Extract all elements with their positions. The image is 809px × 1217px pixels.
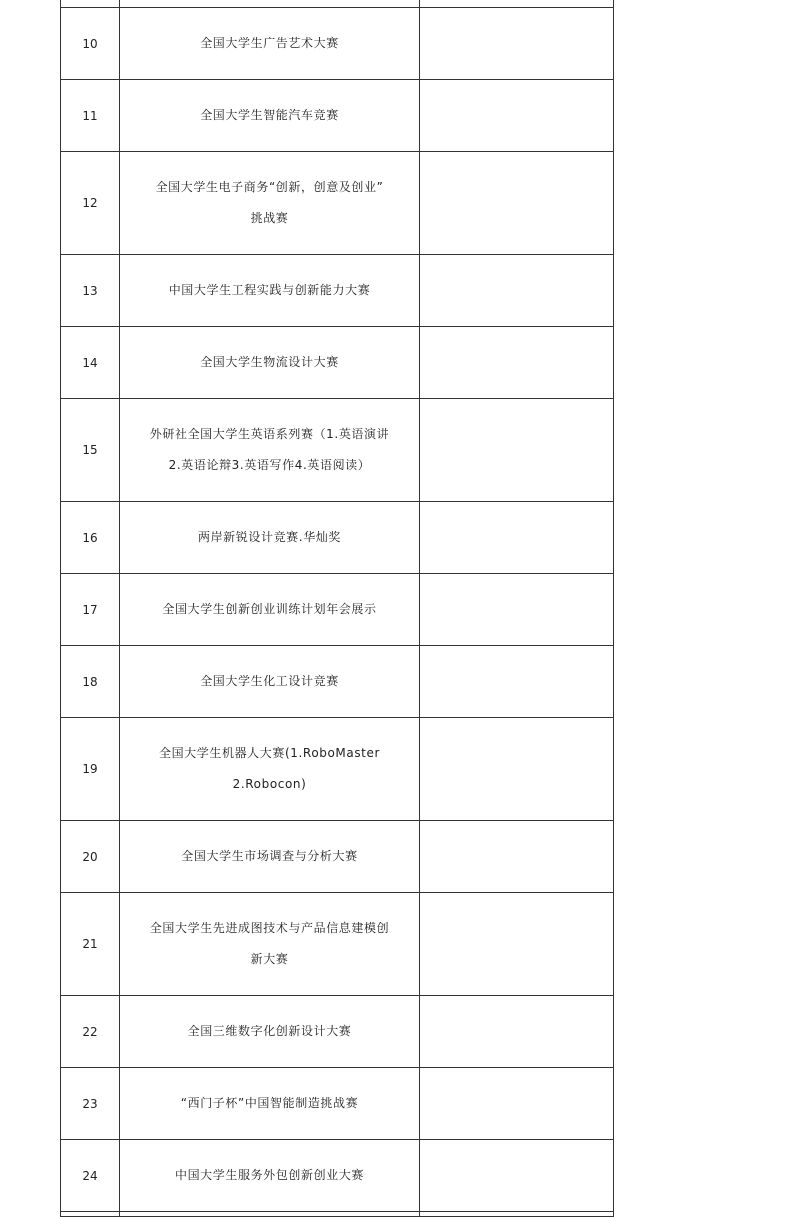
competition-name (120, 574, 420, 646)
row-number: 22 (61, 996, 120, 1068)
blank-cell (420, 8, 614, 80)
blank-cell (420, 996, 614, 1068)
competition-name (120, 8, 420, 80)
competition-name-text: 全国大学生创新创业训练计划年会展示 (162, 602, 377, 616)
table-row (61, 821, 614, 893)
table-row (61, 502, 614, 574)
competition-name-text: 两岸新锐设计竞赛.华灿奖 (197, 530, 341, 544)
table-row (61, 399, 614, 502)
competition-name-line-1: 全国大学生机器人大赛(1.RoboMaster (158, 746, 380, 760)
competition-name (120, 255, 420, 327)
blank-cell (420, 718, 614, 821)
blank-cell (420, 1068, 614, 1140)
competition-name (120, 1140, 420, 1212)
blank-cell (420, 327, 614, 399)
blank-cell (420, 1212, 614, 1217)
competition-name-text: 中国大学生工程实践与创新能力大赛 (168, 283, 371, 297)
competition-name (120, 646, 420, 718)
blank-cell (420, 0, 614, 8)
competition-name (120, 893, 420, 996)
table-row (61, 80, 614, 152)
number-cell (61, 1212, 120, 1217)
competition-name-text: 全国大学生智能汽车竞赛 (200, 108, 339, 122)
competition-name-text: 全国大学生广告艺术大赛 (200, 36, 339, 50)
row-number: 18 (61, 646, 120, 718)
blank-cell (420, 1140, 614, 1212)
blank-cell (420, 893, 614, 996)
competition-name-line-1: 全国大学生先进成图技术与产品信息建模创 (149, 921, 390, 935)
row-number: 14 (61, 327, 120, 399)
blank-cell (420, 152, 614, 255)
competition-name-text: 全国大学生市场调查与分析大赛 (181, 849, 358, 863)
competition-name (120, 996, 420, 1068)
table-row (61, 718, 614, 821)
competition-name (120, 399, 420, 502)
row-number: 24 (61, 1140, 120, 1212)
row-number: 15 (61, 399, 120, 502)
competition-name-text: 中国大学生服务外包创新创业大赛 (174, 1168, 364, 1182)
competition-name-line-1: 外研社全国大学生英语系列赛（1.英语演讲 (149, 427, 390, 441)
competition-name-text: 全国三维数字化创新设计大赛 (187, 1024, 352, 1038)
name-cell (120, 0, 420, 8)
competition-name-text: 全国大学生物流设计大赛 (200, 355, 339, 369)
table-row (61, 1140, 614, 1212)
competition-table (60, 0, 614, 1217)
row-number: 13 (61, 255, 120, 327)
row-number: 10 (61, 8, 120, 80)
table-row (61, 996, 614, 1068)
blank-cell (420, 502, 614, 574)
blank-cell (420, 255, 614, 327)
row-number: 11 (61, 80, 120, 152)
table-row-partial-top (61, 0, 614, 8)
competition-name-line-2: 2.英语论辩3.英语写作4.英语阅读） (168, 458, 371, 472)
row-number: 12 (61, 152, 120, 255)
table-row (61, 8, 614, 80)
competition-name-line-1: 全国大学生电子商务“创新，创意及创业” (155, 180, 384, 194)
competition-table-grid (60, 0, 614, 1217)
row-number: 16 (61, 502, 120, 574)
table-row-partial-bottom (61, 1212, 614, 1217)
row-number: 19 (61, 718, 120, 821)
table-row (61, 1068, 614, 1140)
blank-cell (420, 80, 614, 152)
competition-name (120, 1068, 420, 1140)
blank-cell (420, 646, 614, 718)
competition-name-text: “西门子杯”中国智能制造挑战赛 (180, 1096, 359, 1110)
competition-name (120, 821, 420, 893)
row-number: 21 (61, 893, 120, 996)
table-row (61, 646, 614, 718)
table-row (61, 327, 614, 399)
table-row (61, 152, 614, 255)
competition-name-line-2: 新大赛 (250, 952, 289, 966)
row-number: 23 (61, 1068, 120, 1140)
number-cell (61, 0, 120, 8)
blank-cell (420, 821, 614, 893)
table-row (61, 893, 614, 996)
competition-name (120, 80, 420, 152)
competition-name-line-2: 挑战赛 (250, 211, 289, 225)
blank-cell (420, 574, 614, 646)
competition-name-text: 全国大学生化工设计竞赛 (200, 674, 339, 688)
competition-name-line-2: 2.Robocon) (232, 777, 307, 791)
competition-name (120, 152, 420, 255)
competition-name (120, 718, 420, 821)
table-row (61, 574, 614, 646)
table-row (61, 255, 614, 327)
row-number: 20 (61, 821, 120, 893)
name-cell (120, 1212, 420, 1217)
competition-name (120, 327, 420, 399)
row-number: 17 (61, 574, 120, 646)
competition-name (120, 502, 420, 574)
blank-cell (420, 399, 614, 502)
